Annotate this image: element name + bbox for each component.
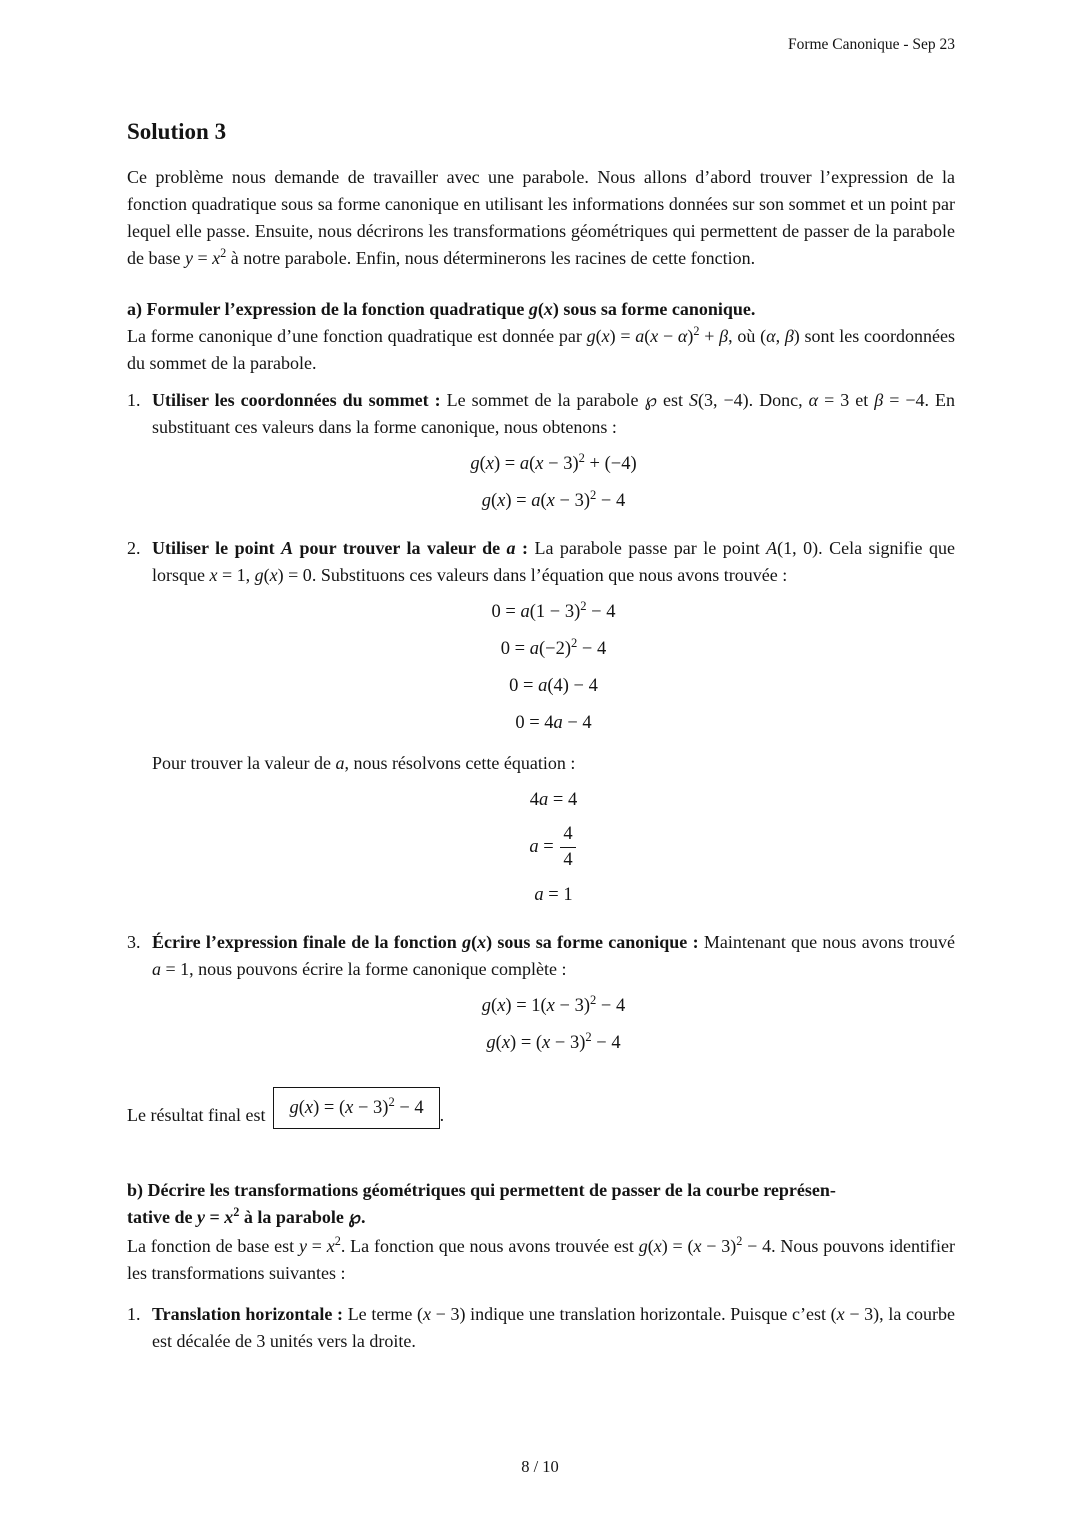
page-footer bbox=[0, 1457, 1080, 1477]
solution-title: Solution 3 bbox=[127, 119, 227, 144]
equation-squared-term: $0 = a(-2)^2 - 4$ bbox=[500, 635, 607, 659]
section-a-heading: a) Formuler l’expression de la fonction quadratique g(x) sous sa forme canonique. bbox=[127, 299, 756, 319]
equation-a-fraction: a = $\frac{4}{4}$ bbox=[152, 824, 955, 872]
section-b-lead: La fonction de base est $y = x^2$. La fonction que nous avons trouvée est $g(x) = (x - 3)^2 - 4$. Nous pouvons identifier les transformations suivantes : bbox=[127, 1233, 956, 1283]
final-result-line bbox=[127, 1087, 955, 1129]
list-item-b1-text: Translation horizontale : Le terme (x − 3) indique une translation horizontale. Puisque c’est (x − 3), la courbe est décalée de 3 unités vers la droite. bbox=[152, 1303, 955, 1351]
equation-canonical-simplified: $g(x) = a(x - 3)^2 - 4$ bbox=[481, 487, 626, 511]
list-item-3-number: 3. bbox=[127, 931, 141, 952]
page-number: 8 / 10 bbox=[521, 1457, 559, 1476]
equation-4a-equals-4: 4a = 4 bbox=[529, 790, 578, 810]
list-item-2 bbox=[127, 535, 955, 919]
equation-a-times-4: 0 = a(4) − 4 bbox=[509, 676, 598, 696]
equation-final-canonical: $g(x) = (x - 3)^2 - 4$ bbox=[486, 1029, 621, 1053]
list-item-1-text: Utiliser les coordonnées du sommet : Le sommet de la parabole ℘ est S(3, −4). Donc, α = 3 et β = −4. En substituant ces valeurs dans la forme canonique, nous obtenons : bbox=[152, 390, 955, 437]
list-item-b1 bbox=[127, 1301, 955, 1355]
section-a-lead: La forme canonique d’une fonction quadratique est donnée par $g(x) = a(x - \alpha)^2 + \beta$, où (α, β) sont les coordonnées du sommet de la parabole. bbox=[127, 324, 956, 373]
list-item-1 bbox=[127, 387, 955, 525]
solve-note: Pour trouver la valeur de a, nous résolvons cette équation : bbox=[152, 753, 576, 773]
list-item-2-text: Utiliser le point A pour trouver la valeur de a : La parabole passe par le point A(1, 0). Cela signifie que lorsque x = 1, g(x) = 0. Substituons ces valeurs dans l’équation que nous avons trouvée : bbox=[152, 538, 955, 585]
header-running-title: Forme Canonique - Sep 23 bbox=[787, 36, 955, 53]
list-item-b1-body bbox=[152, 1301, 955, 1355]
equation-4a-minus-4: 0 = 4a − 4 bbox=[515, 713, 592, 733]
equation-final-with-coefficient: $g(x) = 1(x - 3)^2 - 4$ bbox=[481, 992, 626, 1016]
list-item-b1-number: 1. bbox=[127, 1303, 141, 1324]
list-item-1-number: 1. bbox=[127, 390, 141, 410]
final-result-period: . bbox=[439, 1104, 445, 1125]
list-item-3 bbox=[127, 929, 955, 1067]
list-item-2-number: 2. bbox=[127, 538, 141, 558]
list-item-3-text: Écrire l’expression finale de la fonction g(x) sous sa forme canonique : Maintenant que nous avons trouvé a = 1, nous pouvons écrire la forme canonique complète : bbox=[152, 931, 955, 979]
page-content bbox=[127, 0, 955, 1355]
equation-point-substituted: $0 = a(1 - 3)^2 - 4$ bbox=[491, 598, 616, 622]
equation-a-equals-1: a = 1 bbox=[534, 884, 573, 905]
list-item-1-body bbox=[152, 387, 955, 525]
final-result-prefix: Le résultat final est bbox=[127, 1104, 266, 1125]
intro-paragraph: Ce problème nous demande de travailler avec une parabole. Nous allons d’abord trouver l’expression de la fonction quadratique sous sa forme canonique en utilisant les informations données sur son sommet et un point par lequel elle passe. Ensuite, nous décrirons les transformations géométriques qui permettent de passer de la parabole de base $y = x^2$ à notre parabole. Enfin, nous déterminerons les racines de cette fonction. bbox=[127, 167, 955, 268]
list-item-3-body bbox=[152, 929, 955, 1067]
boxed-final-answer: $g(x) = (x - 3)^2 - 4$ bbox=[273, 1087, 439, 1129]
section-b-heading: b) Décrire les transformations géométriques qui permettent de passer de la courbe représen- tative de $y = x^2$ à la parabole ℘. bbox=[127, 1179, 836, 1227]
equation-canonical-substituted: $g(x) = a(x - 3)^2 + (-4)$ bbox=[470, 450, 637, 474]
list-item-2-body bbox=[152, 535, 955, 919]
